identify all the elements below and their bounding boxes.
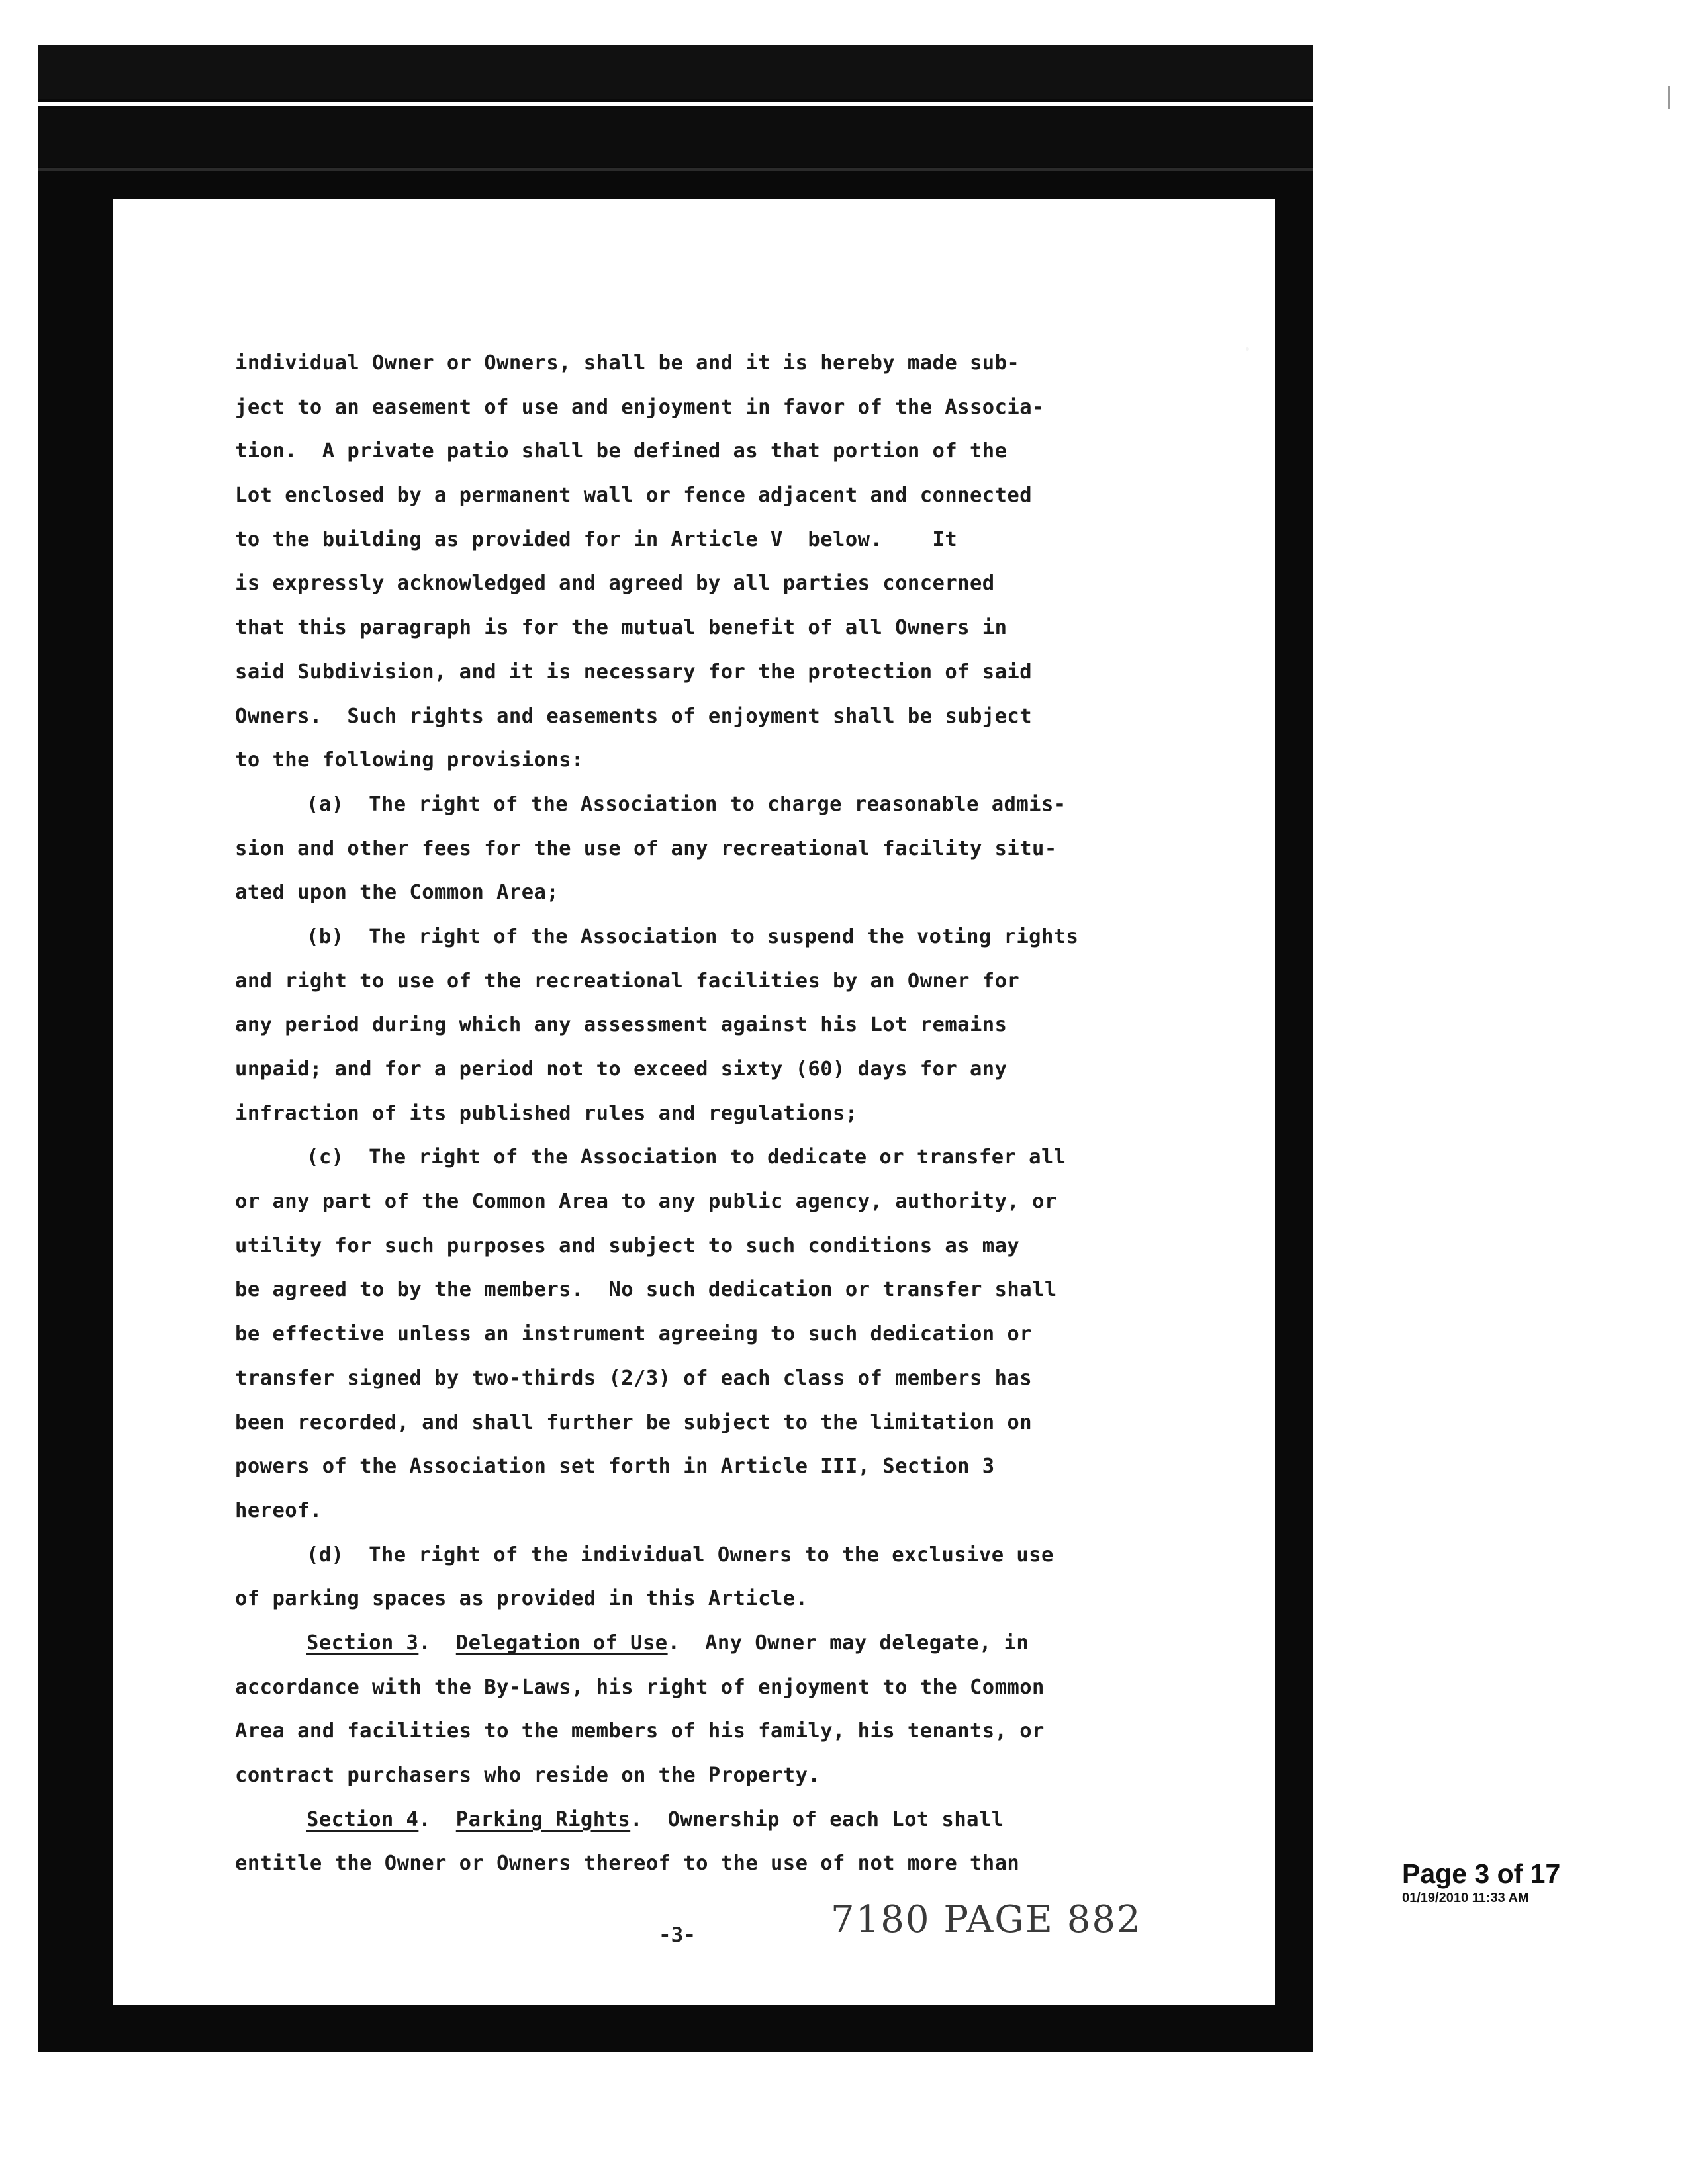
text-line: transfer signed by two-thirds (2/3) of each class of members has [235, 1366, 1033, 1390]
section-4-heading [235, 1798, 1175, 1843]
text-line: infraction of its published rules and regulations; [235, 1101, 858, 1125]
page-counter: Page 3 of 17 [1402, 1858, 1561, 1889]
page-number: -3- [659, 1923, 696, 1947]
text-line: be agreed to by the members. No such dedication or transfer shall [235, 1278, 1057, 1302]
text-line: utility for such purposes and subject to such conditions as may [235, 1234, 1020, 1257]
text-line: Area and facilities to the members of his family, his tenants, or [235, 1719, 1045, 1743]
text-line: contract purchasers who reside on the Property. [235, 1764, 821, 1787]
section-3-heading [235, 1621, 1175, 1666]
period: . [418, 1807, 456, 1831]
text-line: hereof. [235, 1498, 322, 1522]
section-3-title: Delegation of Use [455, 1631, 668, 1655]
book-page-stamp: 7180 PAGE 882 [831, 1898, 1142, 1941]
text-line: be effective unless an instrument agreeing to such dedication or [235, 1322, 1033, 1346]
scan-header-band-lower [38, 109, 1313, 167]
document-body [235, 341, 1175, 1886]
text-line: ated upon the Common Area; [235, 881, 559, 905]
provision-d: (d) The right of the individual Owners to the exclusive use [306, 1543, 1054, 1567]
text-line: powers of the Association set forth in Article III, Section 3 [235, 1455, 995, 1479]
period: . [667, 1631, 680, 1655]
text-line: tion. A private patio shall be defined as that portion of the [235, 439, 1008, 463]
text-line: individual Owner or Owners, shall be and it is hereby made sub- [235, 351, 1020, 375]
provision-b: (b) The right of the Association to suspend the voting rights [306, 925, 1079, 948]
text-line: been recorded, and shall further be subject to the limitation on [235, 1410, 1033, 1434]
text-line: sion and other fees for the use of any recreational facility situ- [235, 837, 1057, 860]
text-line: of parking spaces as provided in this Article. [235, 1587, 808, 1611]
text-line: to the following provisions: [235, 749, 584, 772]
edge-mark [1668, 86, 1670, 109]
scan-header-band [38, 45, 1313, 99]
section-4-lead: Ownership of each Lot shall [643, 1807, 1004, 1831]
scan-rule [38, 102, 1313, 106]
text-line: that this paragraph is for the mutual benefit of all Owners in [235, 616, 1008, 640]
text-line: any period during which any assessment against his Lot remains [235, 1013, 1008, 1037]
text-line: accordance with the By-Laws, his right of enjoyment to the Common [235, 1675, 1045, 1699]
text-line: Lot enclosed by a permanent wall or fence adjacent and connected [235, 484, 1033, 508]
text-line: entitle the Owner or Owners thereof to the use of not more than [235, 1852, 1020, 1876]
page-timestamp: 01/19/2010 11:33 AM [1402, 1891, 1529, 1905]
section-3-lead: Any Owner may delegate, in [680, 1631, 1029, 1655]
section-4-title: Parking Rights [455, 1807, 631, 1831]
period: . [630, 1807, 643, 1831]
text-line: Owners. Such rights and easements of enjoyment shall be subject [235, 704, 1033, 728]
page-counter-stamp [1402, 1858, 1560, 1906]
text-line: is expressly acknowledged and agreed by all parties concerned [235, 572, 995, 596]
provision-a: (a) The right of the Association to charge reasonable admis- [306, 792, 1066, 816]
section-3-label: Section 3 [306, 1631, 419, 1655]
text-line: unpaid; and for a period not to exceed sixty (60) days for any [235, 1058, 1008, 1081]
text-line: or any part of the Common Area to any public agency, authority, or [235, 1190, 1057, 1214]
provision-c: (c) The right of the Association to dedicate or transfer all [306, 1146, 1066, 1169]
section-4-label: Section 4 [306, 1807, 419, 1831]
text-line: to the building as provided for in Article V below. It [235, 527, 958, 551]
text-line: and right to use of the recreational facilities by an Owner for [235, 969, 1020, 993]
period: . [418, 1631, 456, 1655]
text-line: ject to an easement of use and enjoyment in favor of the Associa- [235, 395, 1045, 419]
text-line: said Subdivision, and it is necessary for the protection of said [235, 660, 1033, 684]
scan-rule-lower [38, 168, 1313, 171]
